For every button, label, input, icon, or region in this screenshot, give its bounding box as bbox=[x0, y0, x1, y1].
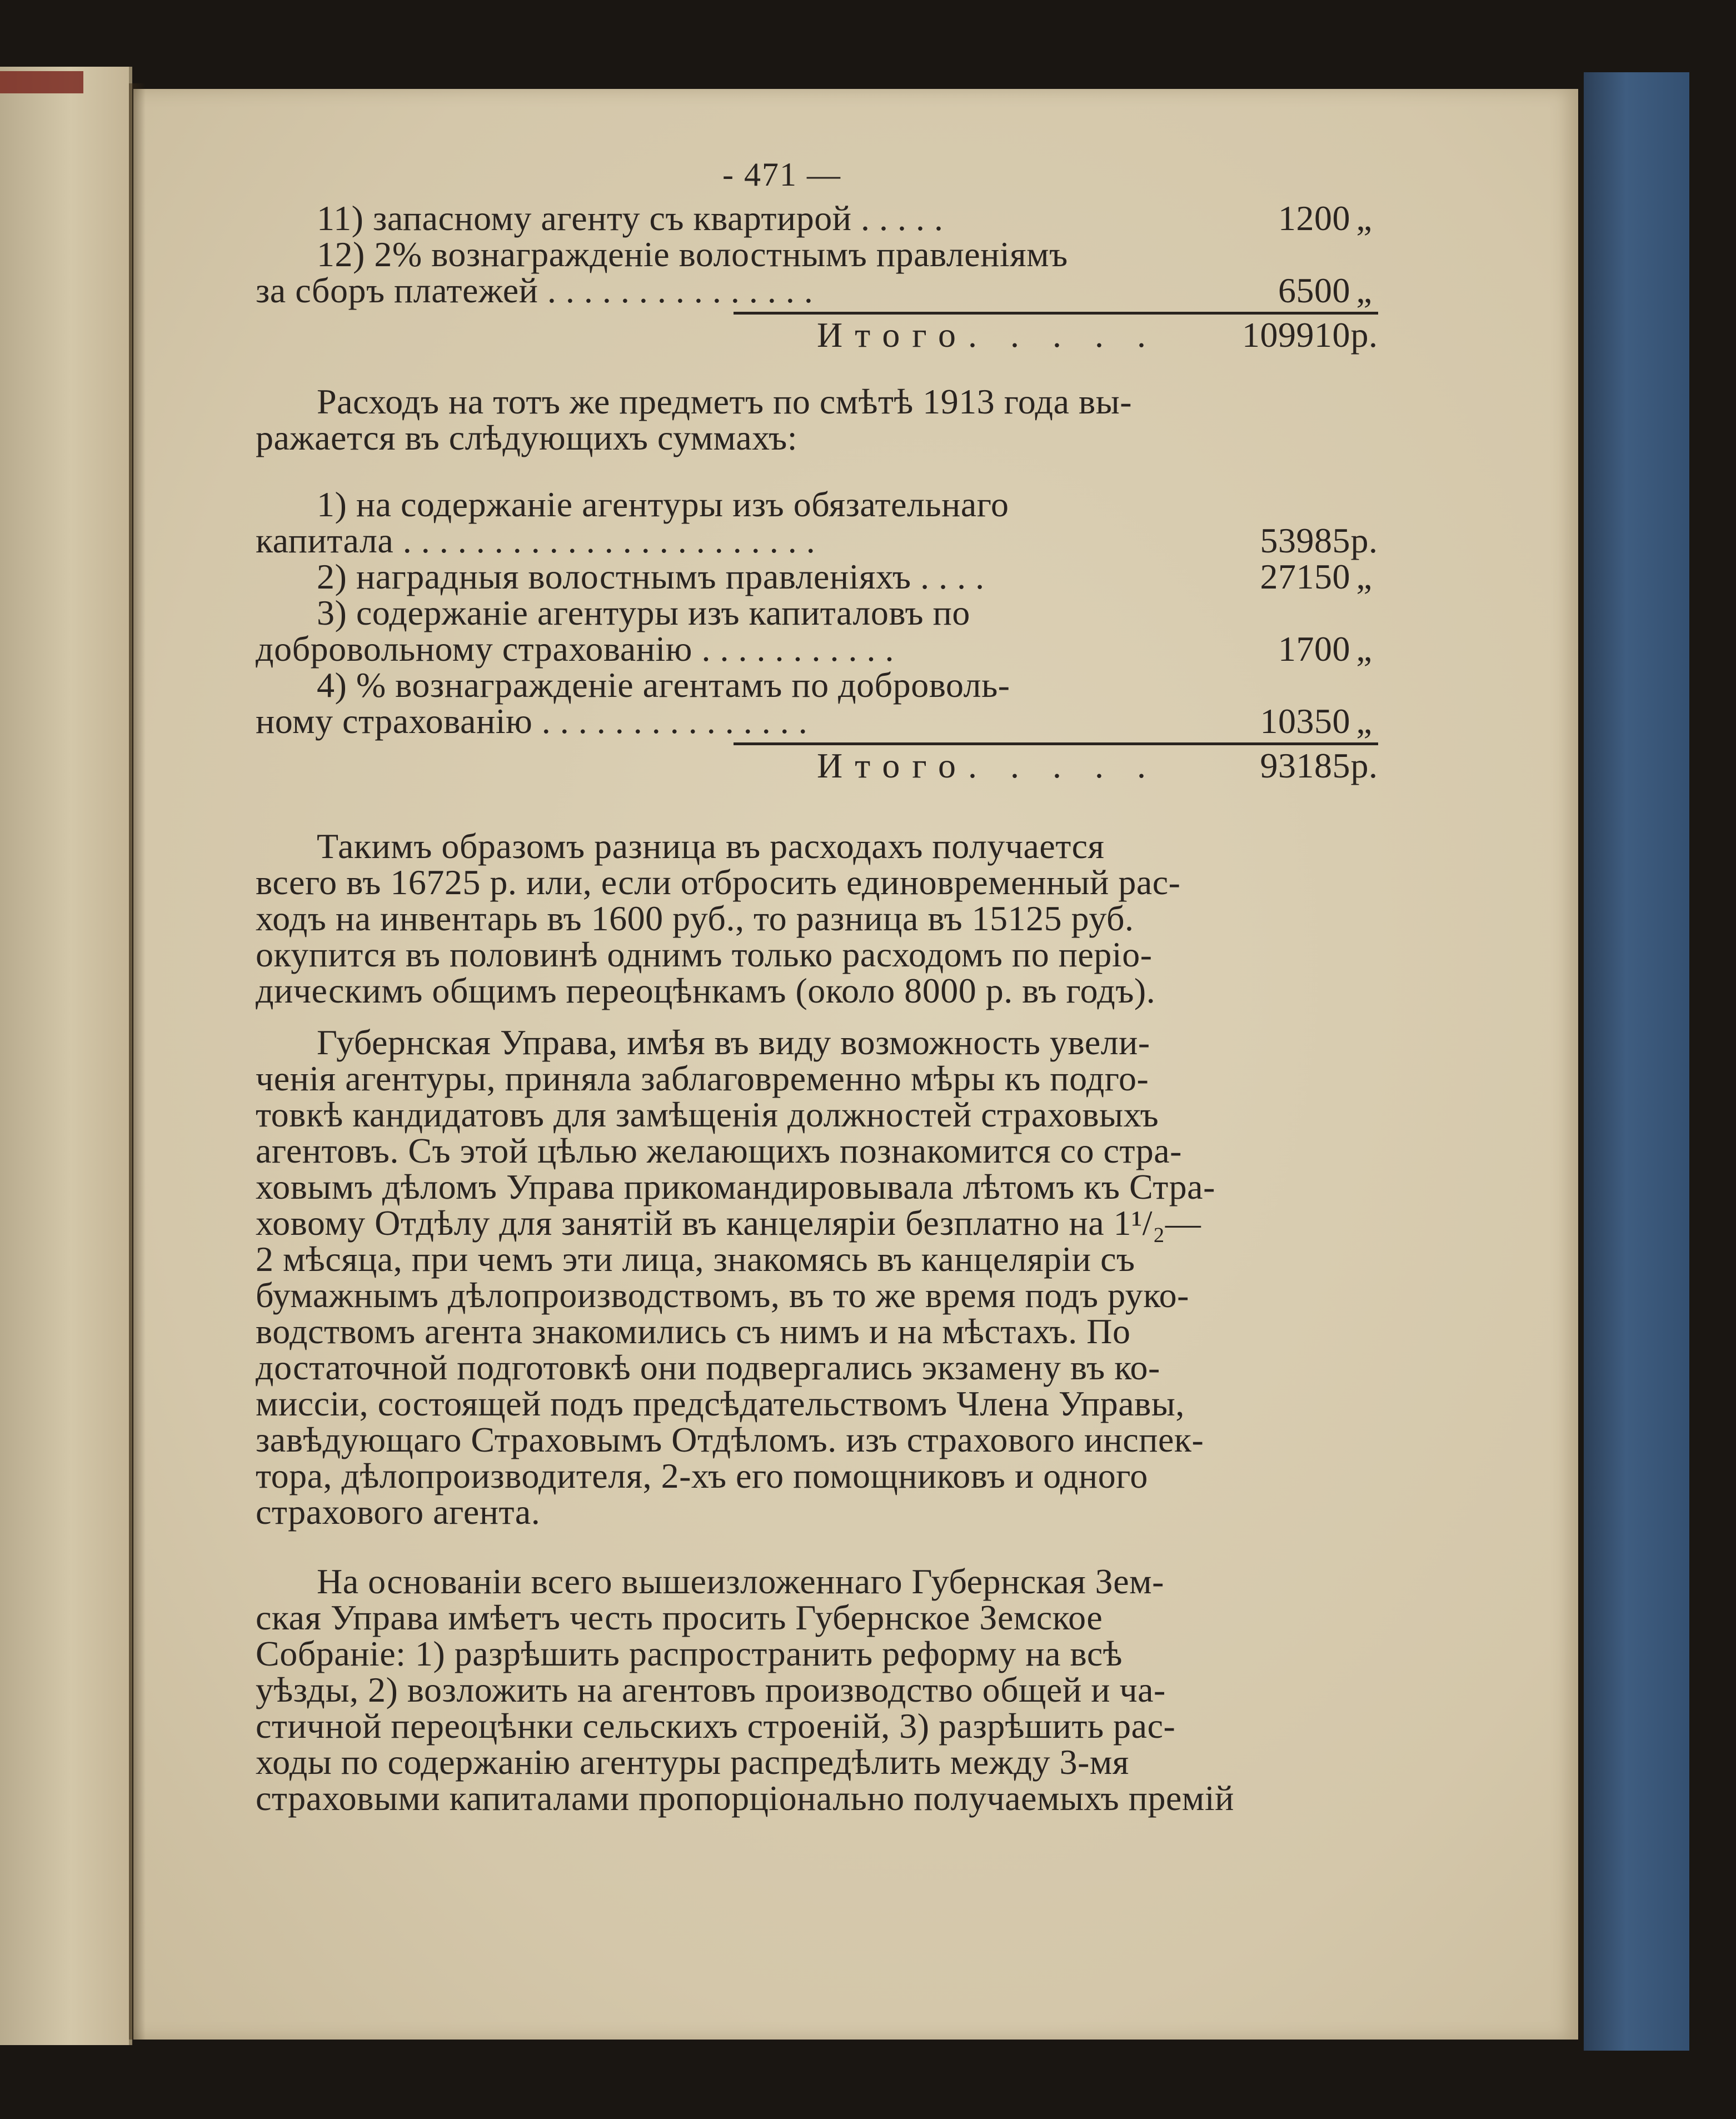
para3-line-7: страховыми капиталами пропорціонально получаемыхъ премій bbox=[256, 1778, 1234, 1818]
para3-line bbox=[256, 1744, 1378, 1780]
list1-row-1-unit: „ bbox=[1356, 198, 1373, 238]
total2-label: Итого. . . . . bbox=[817, 746, 1158, 785]
page-body bbox=[256, 200, 1378, 1816]
total1-unit: р. bbox=[1350, 315, 1378, 355]
list1-row-2-text: 12) 2% вознагражденіе волостнымъ правленіямъ bbox=[317, 235, 1068, 274]
total2-unit: р. bbox=[1350, 746, 1378, 785]
list2-row-4 bbox=[256, 595, 1378, 631]
para1-line bbox=[256, 828, 1378, 864]
para3-line bbox=[256, 1636, 1378, 1672]
intro2-line-1-text: Расходъ на тотъ же предметъ по смѣтѣ 1913 года вы- bbox=[317, 382, 1132, 421]
para1-line bbox=[256, 864, 1378, 900]
list1-row-3-value: 6500 bbox=[1278, 271, 1350, 310]
para2-line bbox=[256, 1349, 1378, 1385]
paragraph-2 bbox=[256, 1024, 1378, 1530]
list2-row-2-text: капитала . . . . . . . . . . . . . . . . . . . . . . . bbox=[256, 521, 816, 560]
para3-line-4: уѣзды, 2) возложить на агентовъ производство общей и ча- bbox=[256, 1670, 1166, 1709]
para1-line bbox=[256, 900, 1378, 936]
para3-line bbox=[256, 1672, 1378, 1708]
para3-line bbox=[256, 1780, 1378, 1816]
list2-row-7-text: ному страхованію . . . . . . . . . . . . . . . bbox=[256, 701, 808, 741]
paragraph-3 bbox=[256, 1563, 1378, 1816]
para2-line-5: ховымъ дѣломъ Управа прикомандировывала лѣтомъ къ Стра- bbox=[256, 1167, 1215, 1206]
list2-row-2 bbox=[256, 522, 1378, 559]
para2-line-6: ховому Отдѣлу для занятій въ канцеляріи безплатно на 1¹/₂— bbox=[256, 1203, 1201, 1243]
para3-line bbox=[256, 1708, 1378, 1744]
list2-row-2-unit: р. bbox=[1350, 521, 1378, 560]
list1-row-1-value: 1200 bbox=[1278, 198, 1350, 238]
para1-line-3: ходъ на инвентарь въ 1600 руб., то разница въ 15125 руб. bbox=[256, 899, 1134, 938]
list2-row-5-text: добровольному страхованію . . . . . . . . . . . bbox=[256, 629, 894, 669]
list1-row-3 bbox=[256, 272, 1378, 308]
para2-line-9: водствомъ агента знакомились съ нимъ и на мѣстахъ. По bbox=[256, 1312, 1131, 1351]
para2-line-12: завѣдующаго Страховымъ Отдѣломъ. изъ страхового инспек- bbox=[256, 1420, 1204, 1459]
para2-line bbox=[256, 1385, 1378, 1422]
list2-row-1-text: 1) на содержаніе агентуры изъ обязательнаго bbox=[317, 485, 1009, 524]
para2-line-10: достаточной подготовкѣ они подвергались экзамену въ ко- bbox=[256, 1348, 1160, 1387]
page-number: - 471 — bbox=[722, 156, 841, 193]
list1-row-3-text: за сборъ платежей . . . . . . . . . . . . . . . bbox=[256, 271, 814, 310]
para2-line bbox=[256, 1205, 1378, 1241]
list2-row-4-text: 3) содержаніе агентуры изъ капиталовъ по bbox=[317, 593, 970, 632]
para2-line-4: агентовъ. Съ этой цѣлью желающихъ познакомится со стра- bbox=[256, 1131, 1182, 1170]
para2-line bbox=[256, 1313, 1378, 1349]
total2-value: 93185 bbox=[1260, 746, 1350, 785]
list1-row-1-text: 11) запасному агенту съ квартирой . . . . . bbox=[317, 198, 944, 238]
list2-row-3 bbox=[256, 559, 1378, 595]
total1-value: 109910 bbox=[1242, 315, 1350, 355]
para2-line bbox=[256, 1241, 1378, 1277]
para3-line-1: На основаніи всего вышеизложеннаго Губернская Зем- bbox=[317, 1562, 1164, 1601]
list2-row-3-unit: „ bbox=[1356, 557, 1373, 596]
list2-row-5-unit: „ bbox=[1356, 629, 1373, 669]
para2-line bbox=[256, 1458, 1378, 1494]
total2-row bbox=[256, 747, 1378, 786]
para1-line bbox=[256, 973, 1378, 1009]
sum-rule-1 bbox=[734, 312, 1378, 315]
list2-row-5-value: 1700 bbox=[1278, 629, 1350, 669]
list2-row-7-unit: „ bbox=[1356, 701, 1373, 741]
list2-row-7 bbox=[256, 703, 1378, 739]
paragraph-1 bbox=[256, 828, 1378, 1009]
para3-line bbox=[256, 1599, 1378, 1636]
intro2-line-2-text: ражается въ слѣдующихъ суммахъ: bbox=[256, 418, 798, 457]
para2-line bbox=[256, 1024, 1378, 1060]
intro2-line-1 bbox=[256, 383, 1378, 420]
para2-line bbox=[256, 1277, 1378, 1313]
para3-line bbox=[256, 1563, 1378, 1599]
para2-line-11: миссіи, состоящей подъ предсѣдательствомъ Члена Управы, bbox=[256, 1384, 1185, 1423]
para2-line-14: страхового агента. bbox=[256, 1492, 541, 1532]
para2-line bbox=[256, 1169, 1378, 1205]
para2-line-2: ченія агентуры, приняла заблаговременно мѣры къ подго- bbox=[256, 1059, 1149, 1098]
para2-line bbox=[256, 1422, 1378, 1458]
para3-line-3: Собраніе: 1) разрѣшить распространить реформу на всѣ bbox=[256, 1634, 1123, 1673]
list2-row-2-value: 53985 bbox=[1260, 521, 1350, 560]
sum-rule-2 bbox=[734, 742, 1378, 745]
para2-line bbox=[256, 1494, 1378, 1530]
para2-line bbox=[256, 1133, 1378, 1169]
para2-line bbox=[256, 1060, 1378, 1096]
para3-line-2: ская Управа имѣетъ честь просить Губернское Земское bbox=[256, 1598, 1103, 1637]
para2-line bbox=[256, 1096, 1378, 1133]
para2-line-13: тора, дѣлопроизводителя, 2-хъ его помощниковъ и одного bbox=[256, 1456, 1148, 1495]
list2-row-5 bbox=[256, 631, 1378, 667]
para3-line-5: стичной переоцѣнки сельскихъ строеній, 3) разрѣшить рас- bbox=[256, 1706, 1176, 1746]
para1-line-5: дическимъ общимъ переоцѣнкамъ (около 8000 р. въ годъ). bbox=[256, 971, 1156, 1010]
list2-row-3-value: 27150 bbox=[1260, 557, 1350, 596]
list1-row-2 bbox=[256, 236, 1378, 272]
para2-line-3: товкѣ кандидатовъ для замѣщенія должностей страховыхъ bbox=[256, 1095, 1159, 1134]
para2-line-7: 2 мѣсяца, при чемъ эти лица, знакомясь въ канцеляріи съ bbox=[256, 1239, 1135, 1279]
para2-line-8: бумажнымъ дѣлопроизводствомъ, въ то же время подъ руко- bbox=[256, 1275, 1189, 1315]
list2-row-1 bbox=[256, 486, 1378, 522]
list2-row-7-value: 10350 bbox=[1260, 701, 1350, 741]
intro2-line-2 bbox=[256, 420, 1378, 456]
book-edge-red bbox=[0, 71, 83, 93]
list1-row-1 bbox=[256, 200, 1378, 236]
para3-line-6: ходы по содержанію агентуры распредѣлить между 3-мя bbox=[256, 1742, 1129, 1782]
list2-row-6-text: 4) % вознагражденіе агентамъ по доброволь- bbox=[317, 665, 1010, 705]
spine-shadow bbox=[129, 83, 146, 2040]
para1-line bbox=[256, 936, 1378, 973]
total1-row bbox=[256, 317, 1378, 356]
list2-row-3-text: 2) наградныя волостнымъ правленіяхъ . . . . bbox=[317, 557, 985, 596]
book-cover-blue bbox=[1584, 72, 1689, 2051]
para1-line-4: окупится въ половинѣ однимъ только расходомъ по періо- bbox=[256, 935, 1153, 974]
left-page-edge bbox=[0, 67, 132, 2045]
list1-row-3-unit: „ bbox=[1356, 271, 1373, 310]
para1-line-1: Такимъ образомъ разница въ расходахъ получается bbox=[317, 826, 1105, 866]
para1-line-2: всего въ 16725 р. или, если отбросить единовременный рас- bbox=[256, 862, 1181, 902]
total1-label: Итого. . . . . bbox=[817, 315, 1158, 355]
para2-line-1: Губернская Управа, имѣя въ виду возможность увели- bbox=[317, 1023, 1150, 1062]
list2-row-6 bbox=[256, 667, 1378, 703]
